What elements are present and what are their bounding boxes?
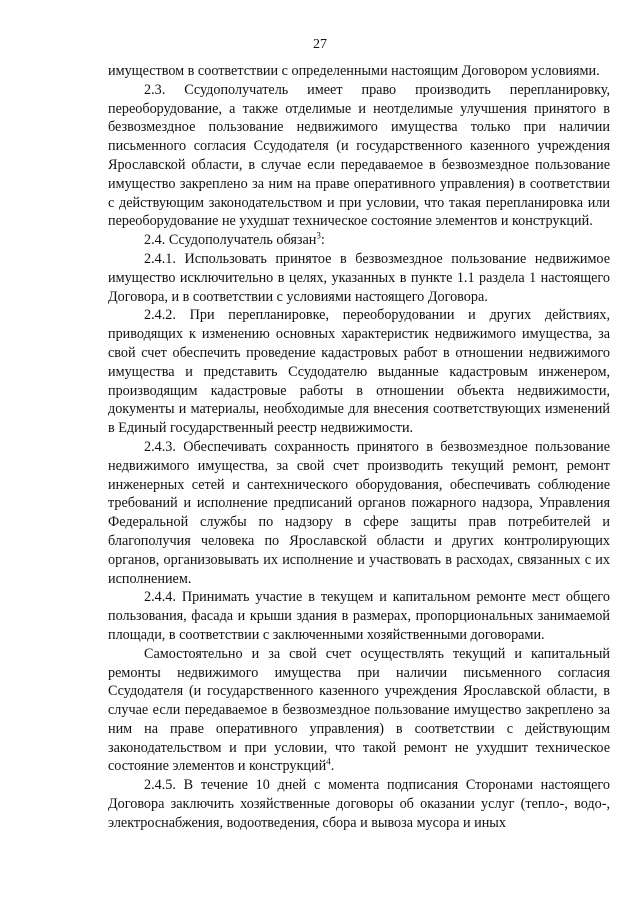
paragraph-continuation <box>108 62 610 81</box>
paragraph-2-4-1 <box>108 250 610 306</box>
paragraph-punct: . <box>330 758 335 775</box>
paragraph-2-4-5 <box>108 776 610 832</box>
paragraph-2-3 <box>108 81 610 231</box>
paragraph-2-4-3 <box>108 438 610 588</box>
paragraph-text: имуществом в соответствии с определенными настоящим Договором условиями. <box>108 63 600 79</box>
paragraph-self-repair <box>108 645 610 777</box>
paragraph-punct: : <box>320 232 325 249</box>
document-body <box>108 62 610 833</box>
paragraph-text: 2.4.3. Обеспечивать сохранность принятого в безвозмездное пользование недвижимого имущества, за свой счет производить текущий ремонт, ремонт инженерных сетей и сантехнического оборудования, обеспечивать соблюдение требований и исполнение предписаний органов пожарного надзора, Управления Федеральной службы по надзору в сфере защиты прав потребителей и благополучия человека по Ярославской области и других контролирующих органов, организовывать их исполнение и участвовать в расходах, связанных с их исполнением. <box>108 438 610 587</box>
paragraph-text: 2.4.4. Принимать участие в текущем и капитальном ремонте мест общего пользования, фасада и крыши здания в размерах, пропорциональных занимаемой площади, в соответствии с заключенными хозяйственными договорами. <box>108 589 610 643</box>
paragraph-text: 2.4.2. При перепланировке, переоборудовании и других действиях, приводящих к изменению основных характеристик недвижимого имущества, за свой счет обеспечить проведение кадастровых работ в отношении недвижимого имущества и представить Ссудодателю выданные кадастровым инженером, производящим кадастровые работы в отношении объекта недвижимости, документы и материалы, необходимые для внесения соответствующих изменений в Единый государственный реестр недвижимости. <box>108 307 610 437</box>
paragraph-text: 2.4. Ссудополучатель обязан <box>144 232 317 249</box>
paragraph-text: Самостоятельно и за свой счет осуществлять текущий и капитальный ремонты недвижимого имущества при наличии письменного согласия Ссудодателя (и государственного казенного учреждения Ярославской области, в случае если передаваемое в безвозмездное пользование имущество закреплено за ним на праве оперативного управления) в соответствии с действующим законодательством и при условии, что такой ремонт не ухудшит техническое состояние элементов и конструкций <box>108 645 610 775</box>
paragraph-text: 2.4.1. Использовать принятое в безвозмездное пользование недвижимое имущество исключительно в целях, указанных в пункте 1.1 раздела 1 настоящего Договора, и в соответствии с условиями настоящего Договора. <box>108 250 610 305</box>
paragraph-2-4-2 <box>108 306 610 438</box>
paragraph-2-4 <box>108 231 610 250</box>
footnote-ref-3: 3 <box>316 230 321 241</box>
page-number: 27 <box>313 37 327 52</box>
footnote-ref-4: 4 <box>326 756 331 767</box>
paragraph-text: 2.4.5. В течение 10 дней с момента подписания Сторонами настоящего Договора заключить хозяйственные договоры об оказании услуг (тепло-, водо-, электроснабжения, водоотведения, сбора и вывоза мусора и иных <box>108 777 610 831</box>
paragraph-text: 2.3. Ссудополучатель имеет право производить перепланировку, переоборудование, а также отделимые и неотделимые улучшения принятого в безвозмездное пользование недвижимого имущества только при наличии письменного согласия Ссудодателя (и государственного казенного учреждения Ярославской области, в случае если передаваемое в безвозмездное пользование имущество закреплено за ним на праве оперативного управления) в соответствии с действующим законодательством и при условии, что такая перепланировка или переоборудование не ухудшат техническое состояние элементов и конструкций. <box>108 81 610 230</box>
paragraph-2-4-4 <box>108 588 610 644</box>
